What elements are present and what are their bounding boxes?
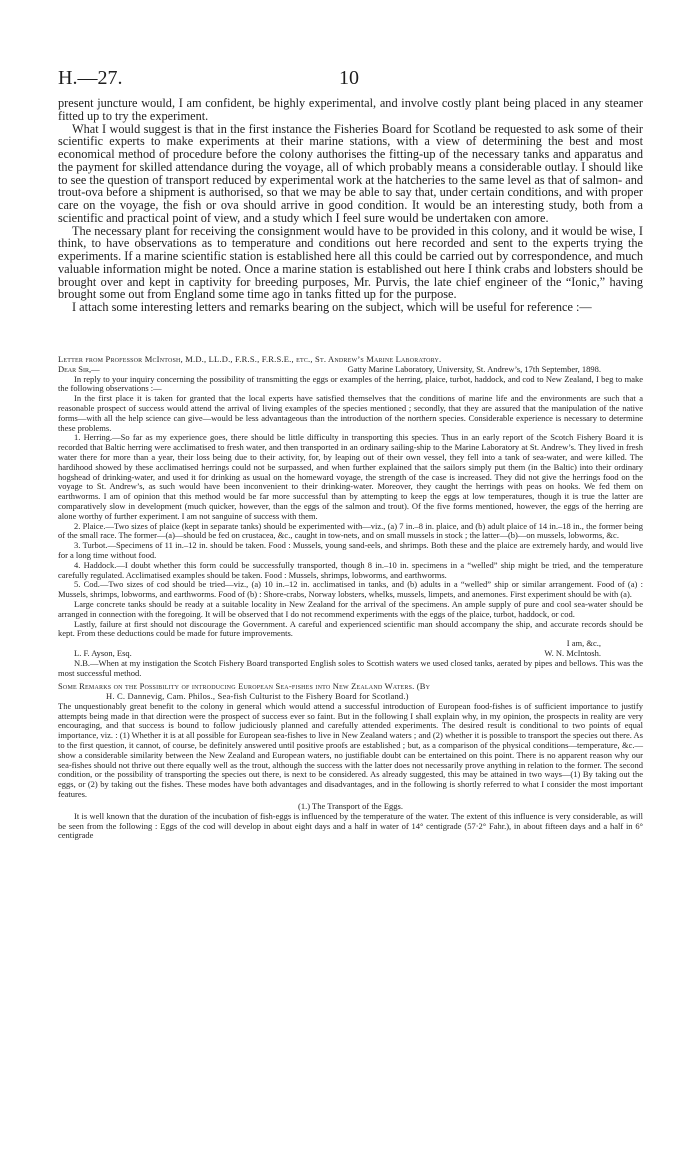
letter-salutation: Dear Sir,— <box>58 363 100 374</box>
letter-recipient: L. F. Ayson, Esq. <box>74 647 132 658</box>
report-code: H.—27. <box>58 67 123 89</box>
letter-paragraph: 4. Haddock.—I doubt whether this form could be successfully transported, though 8 in.–10 in. specimens in a “welled” ship might be tried, and the temperature carefully regulated. Acclimatised examples should be taken. Food : Mussels, shrimps, lobworms, and earthworms. <box>58 559 643 580</box>
appendix-text <box>58 355 643 841</box>
letter-paragraph: Lastly, failure at first should not discourage the Government. A careful and experienced scientific man should accompany the ship, and accurate records should be kept. From these deductions could be made for future improvements. <box>58 618 643 639</box>
letter-note: N.B.—When at my instigation the Scotch Fishery Board transported English soles to Scottish waters we used closed tanks, aerated by pipes and bellows. This was the most successful method. <box>58 657 643 678</box>
letter-address: Gatty Marine Laboratory, University, St. Andrew’s, 17th September, 1898. <box>347 363 601 374</box>
remarks-author: H. C. Dannevig, Cam. Philos., Sea-fish Culturist to the Fishery Board for Scotland.) <box>106 691 409 702</box>
remarks-paragraph: It is well known that the duration of the incubation of fish-eggs is influenced by the temperature of the water. The extent of this influence is very considerable, as will be seen from the following : Eggs of the cod will develop in about eight days and a half in water of 14° centigrade (57·2° Fahr.), in about fifteen days and a half in 6° centigrade <box>58 810 643 841</box>
letter-paragraph: 5. Cod.—Two sizes of cod should be tried—viz., (a) 10 in.–12 in. acclimatised in tanks, and (b) adults in a “welled” ship or similar arrangement. Food of (a) : Mussels, shrimps, lobworms, and earthworms. Food of (b) : Shore-crabs, Norway lobsters, whelks, mussels, limpets, and anemones. First experiment should be with (a). <box>58 579 643 600</box>
page-number: 10 <box>339 67 359 89</box>
letter-paragraph: 3. Turbot.—Specimens of 11 in.–12 in. should be taken. Food : Mussels, young sand-eels, and shrimps. Both these and the plaice are extremely hardy, and would live for a long time without food. <box>58 540 643 560</box>
letter-paragraph: Large concrete tanks should be ready at a suitable locality in New Zealand for the arrival of the specimens. An ample supply of pure and cool sea-water should be arranged in connection with the foregoing. It will be observed that I do not recommend experiments with the eggs of the plaice, turbot, haddock, or cod. <box>58 598 643 619</box>
letter-signature: W. N. McIntosh. <box>544 647 601 658</box>
letter-closing: I am, &c., <box>566 638 601 649</box>
body-paragraph: I attach some interesting letters and remarks bearing on the subject, which will be useful for reference :— <box>72 300 592 314</box>
letter-heading: Letter from Professor McIntosh, M.D., LL.D., F.R.S., F.R.S.E., etc., St. Andrew’s Marine Laboratory. <box>58 354 442 364</box>
letter-paragraph: 1. Herring.—So far as my experience goes, there should be little difficulty in transporting this species. Thus in an early report of the Scotch Fishery Board it is recorded that Baltic herring were acclimatised to fresh water, and then transported in an ordinary sailing-ship to the Marine Laboratory at St. Andrew’s. They lived in fresh water there for more than a year, their loss being due to their activity, for, by leaping out of their own vessel, they fell into a tank of sea-water, and were killed. The hardihood showed by these acclimatised herrings could not be surpassed, and when further explained that the sailors simply put them (in the Baltic) into their ordinary hogshead of drinking-water, and used it for drinking as usual on the homeward voyage, the strength of the case is increased. They did not give the herrings food on the voyage to St. Andrew’s, as such would have been inconvenient to their drinking-water. Moreover, they caught the herrings with peas on hooks. We fed them on earthworms. I am of opinion that this method would be far more successful than by attempting to keep the eggs at low temperatures, though it is true the latter are comparatively slow in development (much quicker, however, than the eggs of the salmon and trout). Of the five forms mentioned, however, the eggs of the herring are alone worthy of further experiment. I am not sanguine of success with them. <box>58 432 643 521</box>
remarks-heading: Some Remarks on the Possibility of introducing European Sea-fishes into New Zealand Waters. (By <box>58 681 431 692</box>
remarks-paragraph: The unquestionably great benefit to the colony in general which would attend a successful introduction of European food-fishes is of sufficient importance to justify attempts being made in that direction were the prospect of success ever so faint. But in the following I shall explain why, in my opinion, the prospects in reality are very encouraging, and that success is bound to follow judiciously planned and carefully attended experiments. The desired result is conditional to two points of equal importance, viz. : (1) Whether it is at all possible for European sea-fishes to live in New Zealand waters ; and (2) whether it is possible to transport the species out there. As to the first question, it cannot, of course, be definitely answered until positive proofs are established ; but, as a comparison of the physical conditions—temperature, &c.—show a considerable similarity between the New Zealand and European waters, no justifiable doubt can be entertained on this point. There is no apparent reason why our sea-fishes should not thrive out there equally well as the trout, although the success with the latter does not necessarily prove anything in relation to the former. The second condition, or the possibility of transporting the species out there, is next to be considered. As already suggested, this may be attained in two ways—(1) By taking out the eggs, or (2) by taking out the fishes. These modes have both advantages and disadvantages, and in the following is shortly referred to what I consider the most important features. <box>58 700 643 800</box>
letter-paragraph: In the first place it is taken for granted that the local experts have satisfied themselves that the conditions of marine life and the environments are such that a reasonable prospect of success would attend the arrival of living examples of the species mentioned ; secondly, that they are assured that the manipulation of the native forms—with all the help science can give—would be less advantageous than the introduction of the northern species. Considerable experience is necessary to determine these problems. <box>58 393 643 433</box>
main-text <box>58 97 643 314</box>
body-paragraph: The necessary plant for receiving the consignment would have to be provided in this colony, and it would be wise, I think, to have observations as to temperature and conditions out here recorded and sent to the experts trying the experiments. If a marine scientific station is established here all this could be carried out by correspondence, and much valuable information might be noted. Once a marine station is established out here I think crabs and lobsters should be brought over and kept in captivity for breeding purposes, Mr. Purvis, the late chief engineer of the “Ionic,” having brought some out from England some time ago in tanks fitted up for the purpose. <box>58 223 643 302</box>
letter-paragraph: 2. Plaice.—Two sizes of plaice (kept in separate tanks) should be experimented with—viz., (a) 7 in.–8 in. plaice, and (b) adult plaice of 14 in.–18 in., the former being of the small race. The former—(a)—should be fed on crustacea, &c., caught in tow-nets, and on small mussels in stock ; the latter—(b)—on mussels, lobworms, &c. <box>58 520 643 541</box>
section-subheading: (1.) The Transport of the Eggs. <box>298 800 403 811</box>
letter-paragraph: In reply to your inquiry concerning the possibility of transmitting the eggs or examples of the herring, plaice, turbot, haddock, and cod to New Zealand, I beg to make the following observations :— <box>58 373 643 394</box>
body-paragraph: What I would suggest is that in the first instance the Fisheries Board for Scotland be requested to ask some of their scientific experts to make experiments at their marine stations, with a view of determining the best and most economical method of procedure before the colony authorises the fitting-up of the necessary tanks and apparatus and the payment for skilled attendance during the voyage, all of which probably means a considerable outlay. I should like to see the question of transport reduced by experimental work at the hatcheries to the same level as that of salmon- and trout-ova before a shipment is authorised, so that we may be able to say that, under certain conditions, and with proper care on the voyage, the fish or ova should arrive in good condition. It would be an interesting study, both from a scientific and practical point of view, and a study which I feel sure would be undertaken con amore. <box>58 121 643 225</box>
body-paragraph: present juncture would, I am confident, be highly experimental, and involve costly plant being placed in any steamer fitted up to try the experiment. <box>58 96 643 123</box>
